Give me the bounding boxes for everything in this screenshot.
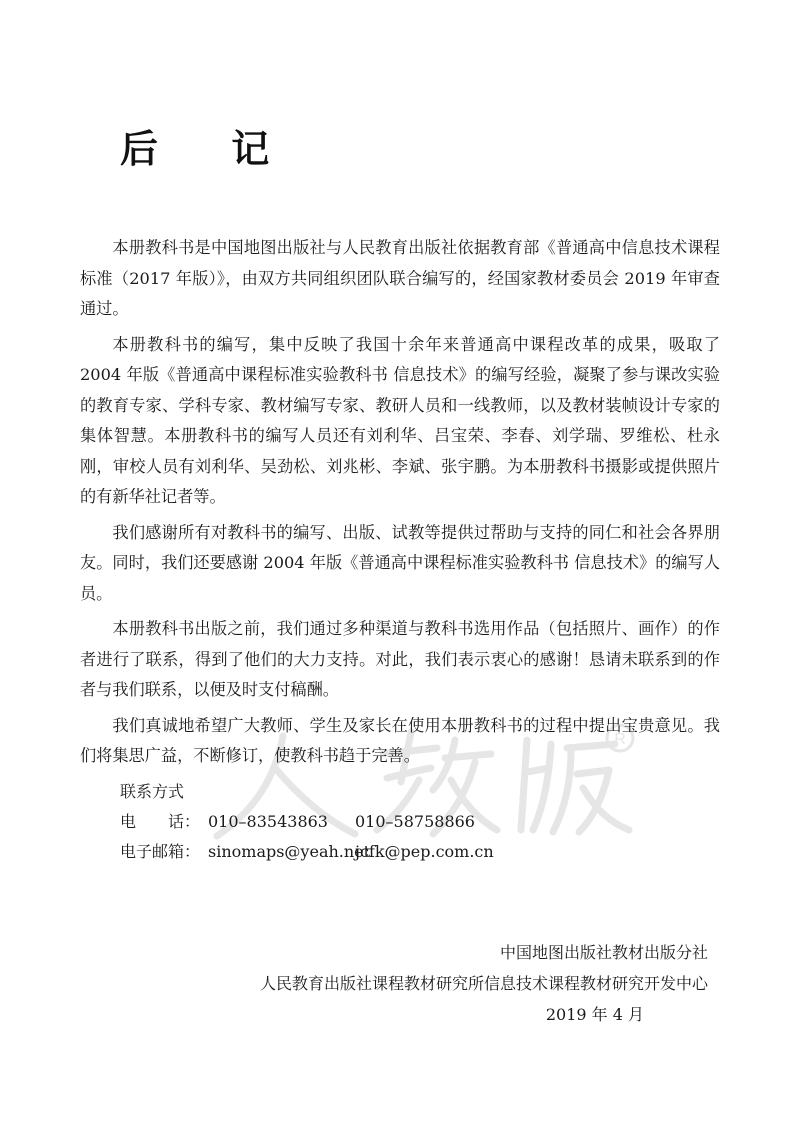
email-label: 电子邮箱 xyxy=(120,842,185,861)
paragraph-publication-basis: 本册教科书是中国地图出版社与人民教育出版社依据教育部《普通高中信息技术课程标准（2017 年版）》，由双方共同组织团队联合编写的，经国家教材委员会 2019 年审查通过。 xyxy=(80,238,720,318)
contact-heading-text: 联系方式 xyxy=(120,782,185,801)
contact-email-row xyxy=(120,837,494,867)
phone-number-2: 010–58758866 xyxy=(355,812,475,831)
email-address-2: jcfk@pep.com.cn xyxy=(355,842,494,861)
phone-label: 电 话 xyxy=(120,812,184,831)
signature-block xyxy=(260,937,708,1030)
phone-number-1: 010–83543863 xyxy=(208,812,328,831)
paragraph-acknowledgements: 我们感谢所有对教科书的编写、出版、试教等提供过帮助与支持的同仁和社会各界朋友。同时，我们还要感谢 2004 年版《普通高中课程标准实验教科书 信息技术》的编写人员。 xyxy=(80,522,720,603)
contact-heading xyxy=(120,777,494,807)
contact-phone-row xyxy=(120,807,494,837)
paragraph-copyright-notice: 本册教科书出版之前，我们通过多种渠道与教科书选用作品（包括照片、画作）的作者进行了联系，得到了他们的大力支持。对此，我们表示衷心的感谢！恳请未联系到的作者与我们联系，以便及时支付稿酬。 xyxy=(80,619,720,699)
signature-date: 2019 年 4 月 xyxy=(545,1005,644,1024)
paragraph-feedback-request: 我们真诚地希望广大教师、学生及家长在使用本册教科书的过程中提出宝贵意见。我们将集思广益，不断修订，使教科书趋于完善。 xyxy=(80,715,720,765)
phone-separator: ： xyxy=(184,812,201,831)
email-separator: ： xyxy=(184,842,201,861)
publisher-name-1: 中国地图出版社教材出版分社 xyxy=(499,943,708,962)
contact-block xyxy=(120,777,494,867)
paragraph-editorial-team: 本册教科书的编写，集中反映了我国十余年来普通高中课程改革的成果，吸取了 2004 年版《普通高中课程标准实验教科书 信息技术》的编写经验，凝聚了参与课改实验的教育专家、学科专家、教材编写专家、教研人员和一线教师，以及教材装帧设计专家的集体智慧。本册教科书的编写人员还有刘利华、吕宝荣、李春、刘学瑞、罗维松、杜永刚，审校人员有刘利华、吴劲松、刘兆彬、李斌、张宇鹏。为本册教科书摄影或提供照片的有新华社记者等。 xyxy=(80,334,720,506)
page-title: 后 记 xyxy=(120,127,300,171)
email-label-group xyxy=(120,837,208,867)
phone-label-group xyxy=(120,807,208,837)
publisher-name-2: 人民教育出版社课程教材研究所信息技术课程教材研究开发中心 xyxy=(259,974,708,993)
afterword-body xyxy=(80,233,720,777)
email-address-1: sinomaps@yeah.net xyxy=(208,842,371,861)
svg-text:R: R xyxy=(614,731,626,748)
